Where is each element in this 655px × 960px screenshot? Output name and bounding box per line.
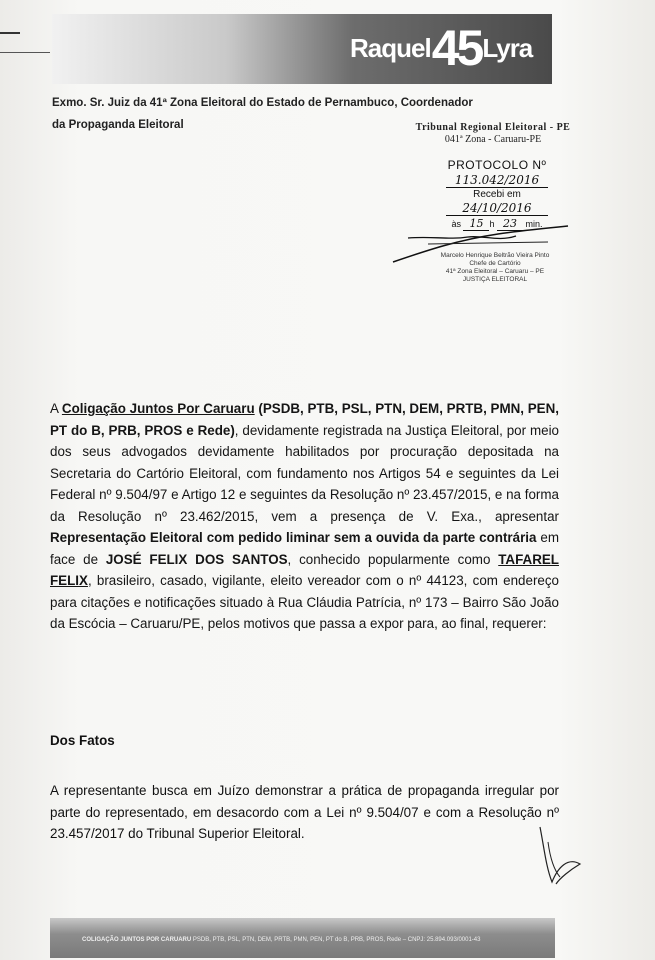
request-type: Representação Eleitoral com pedido liminar sem a ouvida da parte contrária <box>50 530 537 545</box>
text-run: , brasileiro, casado, vigilante, eleito vereador com o nº 44123, com endereço para citações e notificações situado à Rua Cláudia Patrícia, nº 173 – Bairro São João da Escócia – Caruaru/PE, pelos motivos que passa a expor para, ao final, requerer: <box>50 573 559 631</box>
clerk-stamp-line: JUSTIÇA ELEITORAL <box>462 276 528 283</box>
addressee-line: Exmo. Sr. Juiz da 41ª Zona Eleitoral do Estado de Pernambuco, Coordenador <box>52 97 473 109</box>
body-paragraph <box>50 398 559 635</box>
facts-paragraph <box>50 780 559 845</box>
edge-mark <box>0 52 50 53</box>
court-stamp-line: 041ª Zona - Caruaru-PE <box>444 134 542 145</box>
paragraph <box>50 398 559 635</box>
court-stamp-line: Tribunal Regional Eleitoral - PE <box>415 122 571 133</box>
show-through-text <box>50 232 590 282</box>
page-initials <box>530 822 590 892</box>
received-date: 24/10/2016 <box>446 201 548 216</box>
footer-coalition: COLIGAÇÃO JUNTOS POR CARUARU <box>82 937 192 943</box>
defendant-nickname: TAFAREL FELIX <box>50 551 559 588</box>
logo-number: 45 <box>431 20 482 76</box>
paragraph: A representante busca em Juízo demonstrar a prática de propaganda irregular por parte do representado, em desacordo com a Lei nº 9.504/07 e com a Resolução nº 23.457/2017 do Tribunal Superior Eleitoral. <box>50 783 559 841</box>
time-min-label: min. <box>525 219 543 229</box>
text-run: , devidamente registrada na Justiça Eleitoral, por meio dos seus advogados devidamente habilitados por procuração depositada na Secretaria do Cartório Eleitoral, com fundamento nos Artigos 54 e seguintes da Lei Federal nº 9.504/97 e Artigo 12 e seguintes da Resolução nº 23.457/2015, e na forma da Resolução nº 23.462/2015, vem a presença de V. Exa., apresentar <box>50 422 560 524</box>
clerk-stamp-line: 41ª Zona Eleitoral – Caruaru – PE <box>445 268 545 275</box>
protocol-number: 113.042/2016 <box>446 173 548 188</box>
time-prefix: às <box>451 219 461 229</box>
protocol-title: PROTOCOLO Nº <box>447 158 547 172</box>
footer-details: PSDB, PTB, PSL, PTN, DEM, PRTB, PMN, PEN, PT do B, PRB, PROS, Rede – CNPJ: 25.894.093/0001-43 <box>191 937 481 943</box>
time-hour: 15 <box>463 217 489 231</box>
text-run: A <box>50 401 62 416</box>
coalition-name: Coligação Juntos Por Caruaru <box>61 401 255 416</box>
court-stamp <box>398 122 588 146</box>
section-heading: Dos Fatos <box>50 733 115 748</box>
text-run: em face de <box>50 530 559 567</box>
logo-surname: Lyra <box>482 32 533 63</box>
clerk-stamp-line: Marcelo Henrique Beltrão Vieira Pinto <box>440 252 550 259</box>
time-minutes: 23 <box>497 217 523 231</box>
edge-mark <box>0 32 20 34</box>
time-separator: h <box>489 219 495 229</box>
text-run: , conhecido popularmente como <box>287 551 499 567</box>
footer <box>82 937 480 943</box>
campaign-logo <box>350 22 532 74</box>
logo-name: Raquel <box>350 32 431 63</box>
addressee-line: da Propaganda Eleitoral <box>52 119 184 131</box>
clerk-stamp-line: Chefe de Cartório <box>469 260 521 267</box>
party-list: (PSDB, PTB, PSL, PTN, DEM, PRTB, PMN, PEN, PT do B, PRB, PROS e Rede) <box>50 401 559 438</box>
defendant-name: JOSÉ FELIX DOS SANTOS <box>105 551 288 567</box>
received-label: Recebi em <box>473 189 521 200</box>
